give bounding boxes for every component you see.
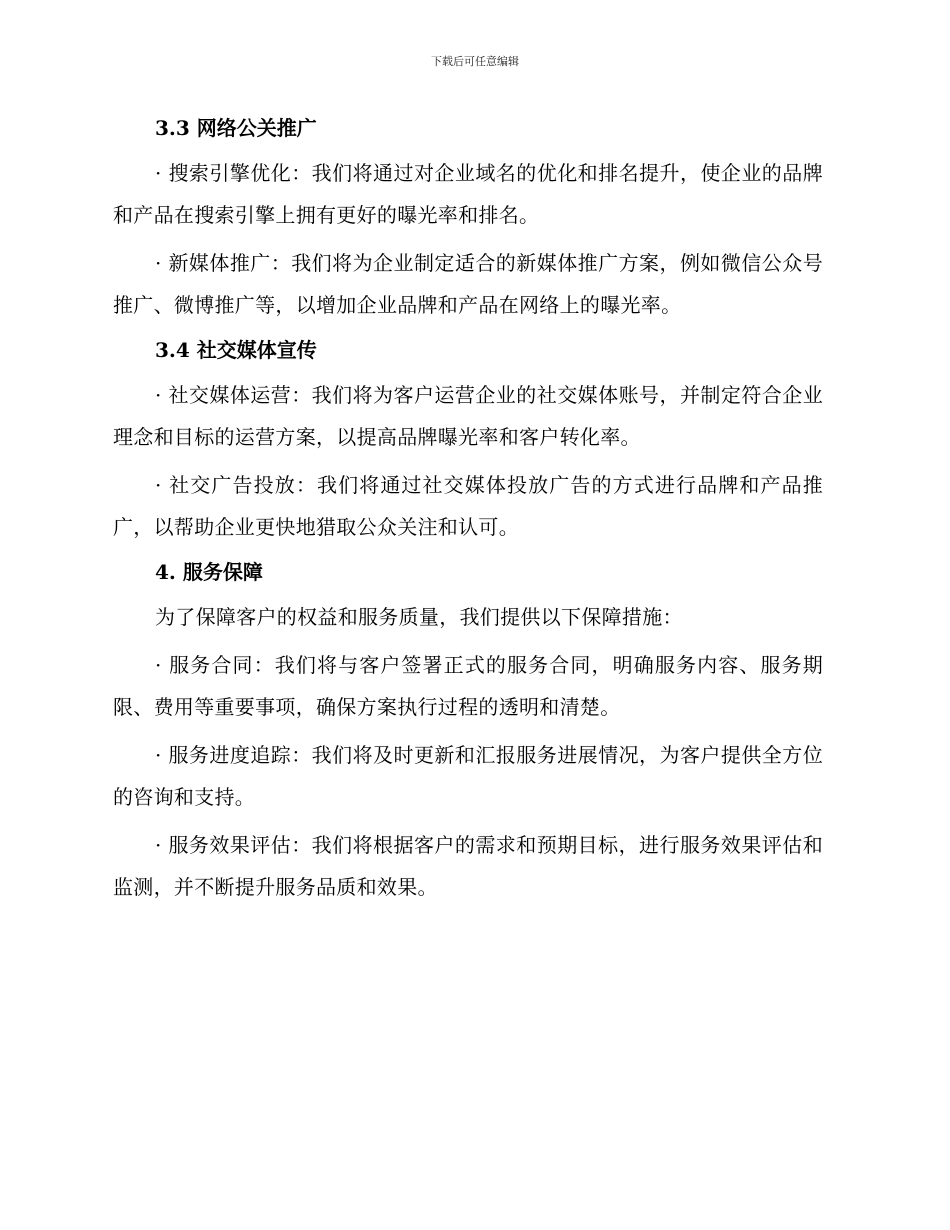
paragraph-intro: 为了保障客户的权益和服务质量，我们提供以下保障措施： (155, 605, 683, 629)
section-heading-3-4: 3.4 社交媒体宣传 (155, 338, 317, 362)
section-heading-3-3: 3.3 网络公关推广 (155, 116, 317, 140)
section-heading-4: 4. 服务保障 (155, 560, 263, 584)
page-header-note: 下载后可任意编辑 (431, 55, 519, 68)
paragraph-progress: · 服务进度追踪：我们将及时更新和汇报服务进展情况，为客户提供全方位的咨询和支持。 (113, 743, 823, 809)
document-body (113, 110, 823, 914)
paragraph-new-media: · 新媒体推广：我们将为企业制定适合的新媒体推广方案，例如微信公众号推广、微博推广等，以增加企业品牌和产品在网络上的曝光率。 (113, 251, 823, 317)
paragraph-social-ops: · 社交媒体运营：我们将为客户运营企业的社交媒体账号，并制定符合企业理念和目标的运营方案，以提高品牌曝光率和客户转化率。 (113, 383, 823, 449)
paragraph-contract: · 服务合同：我们将与客户签署正式的服务合同，明确服务内容、服务期限、费用等重要事项，确保方案执行过程的透明和清楚。 (113, 653, 823, 719)
paragraph-social-ads: · 社交广告投放：我们将通过社交媒体投放广告的方式进行品牌和产品推广，以帮助企业更快地猎取公众关注和认可。 (113, 473, 823, 539)
paragraph-evaluation: · 服务效果评估：我们将根据客户的需求和预期目标，进行服务效果评估和监测，并不断提升服务品质和效果。 (113, 833, 823, 899)
paragraph-seo: · 搜索引擎优化：我们将通过对企业域名的优化和排名提升，使企业的品牌和产品在搜索引擎上拥有更好的曝光率和排名。 (113, 161, 823, 227)
